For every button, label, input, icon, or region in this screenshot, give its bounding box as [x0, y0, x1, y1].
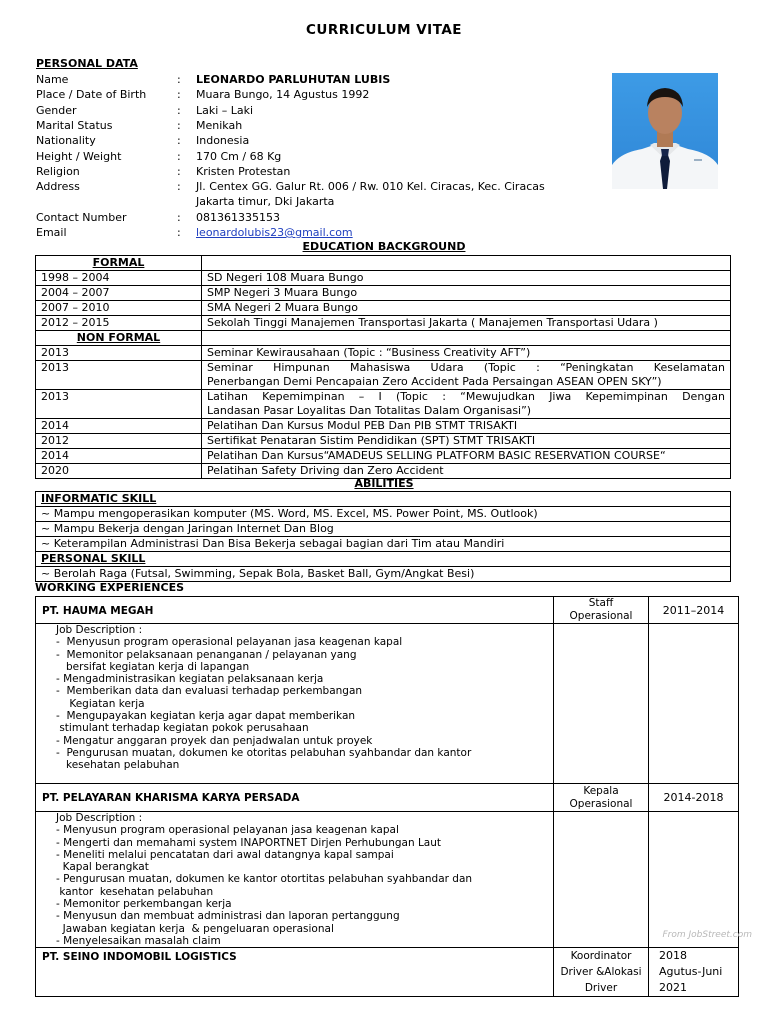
period-cell: 2004 – 2007 [36, 286, 202, 301]
table-row [36, 271, 731, 286]
course-cell [202, 390, 731, 419]
field-label: Height / Weight [36, 149, 122, 163]
personal-data-row [36, 103, 596, 118]
period-cell [649, 948, 739, 997]
period-line: 2021 [659, 981, 687, 995]
table-section-row [36, 256, 731, 271]
year-cell: 2020 [36, 464, 202, 479]
period-cell: 1998 – 2004 [36, 271, 202, 286]
duty-line: - Memberikan data dan evaluasi terhadap perkembangan [56, 685, 363, 698]
company-cell [36, 948, 554, 997]
field-value: Menikah [196, 118, 243, 132]
course-line: Seminar Himpunan Mahasiswa Udara (Topic : “Peningkatan Keselamatan [207, 361, 725, 374]
personal-data-row [36, 179, 596, 194]
job-description-row [36, 624, 739, 784]
course-cell [202, 434, 731, 449]
field-label: Address [36, 180, 80, 194]
working-experiences-heading: WORKING EXPERIENCES [35, 581, 184, 594]
duty-line: - Memonitor pelaksanaan penanganan / pelayanan yang [56, 648, 357, 661]
company-name: PT. PELAYARAN KHARISMA KARYA PERSADA [42, 792, 300, 804]
duty-line: bersifat kegiatan kerja di lapangan [56, 660, 250, 673]
course-line: Landasan Pasar Loyalitas Dan Totalitas Dalam Organisasi”) [207, 404, 532, 417]
full-name: LEONARDO PARLUHUTAN LUBIS [196, 73, 391, 86]
duty-line: - Meneliti melalui pencatatan dari awal datangnya kapal sampai [56, 848, 394, 861]
email-link[interactable]: leonardolubis23@gmail.com [196, 226, 353, 239]
table-row [36, 434, 731, 449]
personal-data-row [36, 225, 596, 240]
course-line: Sertifikat Penataran Sistim Pendidikan (SPT) STMT TRISAKTI [207, 434, 536, 447]
duty-line: - Menyusun dan membuat administrasi dan laporan pertanggung [56, 910, 400, 923]
course-cell [202, 419, 731, 434]
personal-data-row [36, 194, 596, 209]
field-separator: : [177, 210, 181, 224]
field-value: Kristen Protestan [196, 164, 291, 178]
period-cell: 2007 – 2010 [36, 301, 202, 316]
field-separator: : [177, 103, 181, 117]
duty-line: - Mengerti dan memahami system INAPORTNET Dirjen Perhubungan Laut [56, 836, 442, 849]
personal-data-heading: PERSONAL DATA [36, 57, 138, 70]
position-line: Driver [584, 982, 618, 995]
skill-row [36, 567, 731, 582]
table-row [36, 361, 731, 390]
document-title: CURRICULUM VITAE [305, 22, 463, 38]
field-value: Indonesia [196, 134, 250, 148]
personal-data-row [36, 72, 596, 87]
course-line: Seminar Kewirausahaan (Topic : “Business Creativity AFT”) [207, 346, 531, 359]
duty-line: - Mengupayakan kegiatan kerja agar dapat memberikan [56, 710, 356, 723]
position-line: Operasional [569, 797, 633, 810]
school-cell: SD Negeri 108 Muara Bungo [202, 271, 731, 286]
personal-data-row [36, 149, 596, 164]
section-label: FORMAL [36, 256, 202, 271]
work-experience-table [35, 596, 739, 997]
table-row [36, 419, 731, 434]
year-cell: 2012 [36, 434, 202, 449]
school-cell: SMP Negeri 3 Muara Bungo [202, 286, 731, 301]
skill-item: ~ Berolah Raga (Futsal, Swimming, Sepak Bola, Basket Ball, Gym/Angkat Besi) [36, 567, 731, 582]
field-value: Jl. Centex GG. Galur Rt. 006 / Rw. 010 Kel. Ciracas, Kec. Ciracas [196, 180, 545, 194]
education-heading: EDUCATION BACKGROUND [302, 240, 466, 253]
duty-line: - Menyusun program operasional pelayanan jasa keagenan kapal [56, 824, 399, 837]
empty-cell [554, 624, 649, 784]
empty-cell [554, 812, 649, 948]
company-name: PT. SEINO INDOMOBIL LOGISTICS [42, 951, 237, 964]
job-description [36, 812, 554, 948]
empty-cell [649, 812, 739, 948]
field-label: Place / Date of Birth [36, 88, 147, 102]
skill-row [36, 522, 731, 537]
field-label: Name [36, 73, 69, 86]
personal-data-row [36, 133, 596, 148]
job-header-row [36, 948, 739, 997]
personal-data-row [36, 118, 596, 133]
field-separator: : [177, 134, 181, 148]
field-label: Gender [36, 103, 77, 117]
job-header-row [36, 784, 739, 812]
personal-data-row [36, 87, 596, 102]
table-row [36, 286, 731, 301]
duty-line: - Pengurusan muatan, dokumen ke otoritas pelabuhan syahbandar dan kantor [56, 746, 472, 759]
job-header-row [36, 597, 739, 624]
field-value: Jakarta timur, Dki Jakarta [196, 195, 335, 209]
position-cell [554, 597, 649, 624]
duty-line: - Mengatur anggaran proyek dan penjadwalan untuk proyek [56, 734, 373, 747]
duty-line: kantor kesehatan pelabuhan [56, 885, 214, 898]
skill-item: ~ Keterampilan Administrasi Dan Bisa Bekerja sebagai bagian dari Tim atau Mandiri [36, 537, 731, 552]
job-description-title: Job Description : [56, 624, 143, 636]
abilities-heading: ABILITIES [354, 477, 414, 490]
course-line: Latihan Kepemimpinan – I (Topic : “Mewujudkan Jiwa Kepemimpinan Dengan [207, 390, 725, 403]
year-cell: 2013 [36, 361, 202, 390]
skill-row [36, 507, 731, 522]
duty-line: - Pengurusan muatan, dokumen ke kantor otortitas pelabuhan syahbandar dan [56, 873, 473, 886]
skill-item: ~ Mampu mengoperasikan komputer (MS. Word, MS. Excel, MS. Power Point, MS. Outlook) [36, 507, 731, 522]
course-line: Pelatihan Dan Kursus“AMADEUS SELLING PLATFORM BASIC RESERVATION COURSE“ [207, 449, 666, 462]
field-label: Contact Number [36, 210, 127, 224]
school-cell: Sekolah Tinggi Manajemen Transportasi Jakarta ( Manajemen Transportasi Udara ) [202, 316, 731, 331]
table-row [36, 346, 731, 361]
year-cell: 2013 [36, 346, 202, 361]
position-cell [554, 948, 649, 997]
person-portrait-icon [612, 73, 718, 189]
field-label: Email [36, 226, 67, 239]
job-description [36, 624, 554, 784]
course-line: Pelatihan Dan Kursus Modul PEB Dan PIB STMT TRISAKTI [207, 419, 518, 432]
empty-cell [202, 256, 731, 271]
course-cell [202, 361, 731, 390]
watermark: From JobStreet.com [662, 930, 752, 940]
duty-line: - Memonitor perkembangan kerja [56, 898, 232, 911]
skill-heading-row [36, 552, 731, 567]
year-cell: 2014 [36, 419, 202, 434]
position-line: Kepala [583, 784, 619, 797]
table-row [36, 316, 731, 331]
field-label: Religion [36, 164, 80, 178]
table-row [36, 390, 731, 419]
course-cell [202, 449, 731, 464]
skill-heading: INFORMATIC SKILL [36, 492, 731, 507]
personal-data-row [36, 164, 596, 179]
table-row [36, 449, 731, 464]
duty-line: kesehatan pelabuhan [56, 759, 180, 772]
position-line: Operasional [569, 610, 633, 622]
field-value: Laki – Laki [196, 103, 254, 117]
skill-item: ~ Mampu Bekerja dengan Jaringan Internet Dan Blog [36, 522, 731, 537]
field-label: Marital Status [36, 118, 113, 132]
period-cell [649, 784, 739, 812]
duty-line: Jawaban kegiatan kerja & pengeluaran operasional [56, 922, 334, 935]
period-line: 2011–2014 [662, 603, 725, 617]
personal-data-row [36, 210, 596, 225]
field-label: Nationality [36, 134, 96, 148]
duty-line: - Mengadministrasikan kegiatan pelaksanaan kerja [56, 673, 324, 686]
field-separator: : [177, 73, 181, 86]
field-separator: : [177, 180, 181, 194]
field-separator: : [177, 88, 181, 102]
company-cell [36, 597, 554, 624]
position-cell [554, 784, 649, 812]
profile-photo [612, 73, 718, 189]
duty-line: - Menyelesaikan masalah claim [56, 934, 221, 947]
table-section-row [36, 331, 731, 346]
period-cell: 2012 – 2015 [36, 316, 202, 331]
period-cell [649, 597, 739, 624]
duty-line: - Menyusun program operasional pelayanan jasa keagenan kapal [56, 636, 403, 649]
abilities-table [35, 491, 731, 582]
empty-cell [649, 624, 739, 784]
education-table [35, 255, 731, 479]
year-cell: 2014 [36, 449, 202, 464]
position-line: Koordinator [570, 950, 632, 963]
course-line: Pelatihan Safety Driving dan Zero Accident [207, 464, 444, 477]
period-line: Agutus-Juni [659, 965, 723, 979]
section-label: NON FORMAL [36, 331, 202, 346]
company-name: PT. HAUMA MEGAH [42, 604, 154, 617]
field-separator: : [177, 226, 181, 239]
duty-line: Kapal berangkat [56, 861, 149, 874]
field-separator: : [177, 149, 181, 163]
company-cell [36, 784, 554, 812]
position-line: Driver &Alokasi [560, 966, 642, 979]
course-cell [202, 346, 731, 361]
year-cell: 2013 [36, 390, 202, 419]
period-line: 2014-2018 [663, 791, 724, 804]
field-value: 170 Cm / 68 Kg [196, 149, 282, 163]
duty-line: Kegiatan kerja [56, 697, 145, 710]
skill-row [36, 537, 731, 552]
empty-cell [202, 331, 731, 346]
position-line: Staff [588, 597, 614, 609]
skill-heading-row [36, 492, 731, 507]
skill-heading: PERSONAL SKILL [36, 552, 731, 567]
job-description-row [36, 812, 739, 948]
field-value: 081361335153 [196, 210, 280, 224]
period-line: 2018 [659, 949, 687, 963]
field-value: Muara Bungo, 14 Agustus 1992 [196, 88, 370, 102]
field-separator: : [177, 164, 181, 178]
table-row [36, 301, 731, 316]
job-description-title: Job Description : [56, 812, 143, 824]
duty-line: stimulant terhadap kegiatan pokok perusahaan [56, 722, 309, 735]
course-line: Penerbangan Demi Pencapaian Zero Accident Pada Persaingan ASEAN OPEN SKY”) [207, 375, 662, 388]
field-separator: : [177, 118, 181, 132]
school-cell: SMA Negeri 2 Muara Bungo [202, 301, 731, 316]
